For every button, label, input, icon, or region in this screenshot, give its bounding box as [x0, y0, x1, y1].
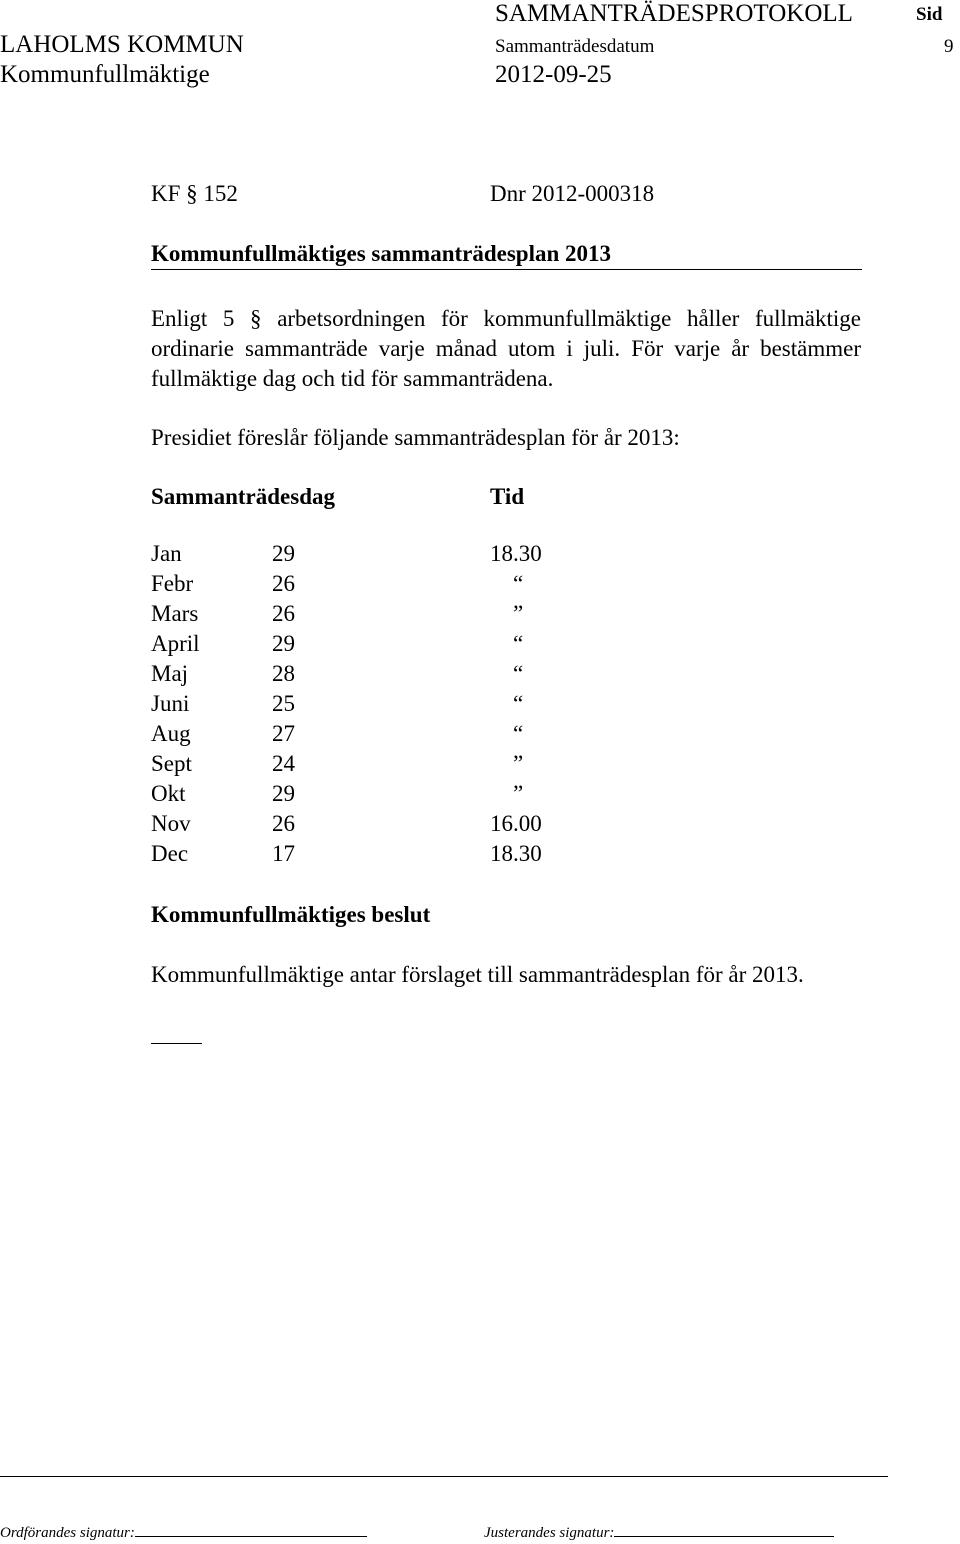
diary-number: Dnr 2012-000318 — [490, 181, 655, 206]
footer-rule — [0, 1476, 888, 1477]
municipality-name: LAHOLMS KOMMUN — [0, 31, 244, 58]
case-number: KF § 152 — [151, 181, 238, 206]
day: 27 — [272, 721, 295, 746]
month: Jan — [151, 541, 182, 566]
month: Aug — [151, 721, 191, 746]
month: Sept — [151, 751, 192, 776]
month: Maj — [151, 661, 189, 686]
day: 25 — [272, 691, 295, 716]
decision-text: Kommunfullmäktige antar förslaget till sammanträdesplan för år 2013. — [151, 962, 804, 987]
time: ” — [513, 781, 524, 806]
time: 18.30 — [490, 541, 542, 566]
schedule-row — [0, 691, 524, 721]
schedule-row — [0, 781, 524, 811]
month: Nov — [151, 811, 191, 836]
day: 29 — [272, 631, 295, 656]
time: “ — [513, 571, 524, 596]
schedule-row — [0, 661, 524, 691]
end-marker-line — [151, 1043, 202, 1044]
case-title: Kommunfullmäktiges sammanträdesplan 2013 — [151, 241, 612, 266]
column-header-date: Sammanträdesdag — [151, 484, 336, 509]
schedule-row — [0, 841, 542, 871]
time: ” — [513, 601, 524, 626]
adjuster-signature-label: Justerandes signatur: — [484, 1525, 615, 1541]
proposal-text: Presidiet föreslår följande sammanträdesplan för år 2013: — [151, 425, 680, 450]
schedule-row — [0, 751, 524, 781]
column-header-time: Tid — [490, 484, 525, 509]
day: 24 — [272, 751, 295, 776]
adjuster-signature — [484, 1522, 834, 1542]
time: ” — [513, 751, 524, 776]
schedule-row — [0, 571, 524, 601]
intro-paragraph: Enligt 5 § arbetsordningen för kommunfullmäktige håller fullmäktige ordinarie sammanträde varje månad utom i juli. För varje år bestämmer fullmäktige dag och tid för sammanträdena. — [151, 306, 861, 391]
day: 28 — [272, 661, 295, 686]
day: 29 — [272, 541, 295, 566]
month: April — [151, 631, 200, 656]
chair-signature-line — [135, 1522, 367, 1537]
chair-signature — [0, 1522, 367, 1542]
page-number: 9 — [944, 36, 954, 57]
meeting-date-label: Sammanträdesdatum — [495, 36, 655, 57]
meeting-date: 2012-09-25 — [495, 61, 612, 88]
month: Mars — [151, 601, 199, 626]
time: “ — [513, 661, 524, 686]
schedule-row — [0, 601, 524, 631]
body-name: Kommunfullmäktige — [0, 61, 210, 88]
time: 16.00 — [490, 811, 542, 836]
adjuster-signature-line — [614, 1522, 834, 1537]
day: 26 — [272, 571, 295, 596]
chair-signature-label: Ordförandes signatur: — [0, 1525, 135, 1541]
schedule-row — [0, 721, 524, 751]
month: Okt — [151, 781, 186, 806]
schedule-row — [0, 541, 542, 571]
title-underline — [151, 269, 862, 270]
day: 29 — [272, 781, 295, 806]
day: 26 — [272, 601, 295, 626]
page-label: Sid — [916, 4, 943, 25]
month: Febr — [151, 571, 194, 596]
day: 17 — [272, 841, 295, 866]
time: “ — [513, 721, 524, 746]
schedule-row — [0, 631, 524, 661]
time: 18.30 — [490, 841, 542, 866]
day: 26 — [272, 811, 295, 836]
decision-heading: Kommunfullmäktiges beslut — [151, 902, 431, 927]
time: “ — [513, 691, 524, 716]
schedule-row — [0, 811, 542, 841]
document-type: SAMMANTRÄDESPROTOKOLL — [495, 0, 853, 27]
month: Dec — [151, 841, 189, 866]
time: “ — [513, 631, 524, 656]
month: Juni — [151, 691, 190, 716]
